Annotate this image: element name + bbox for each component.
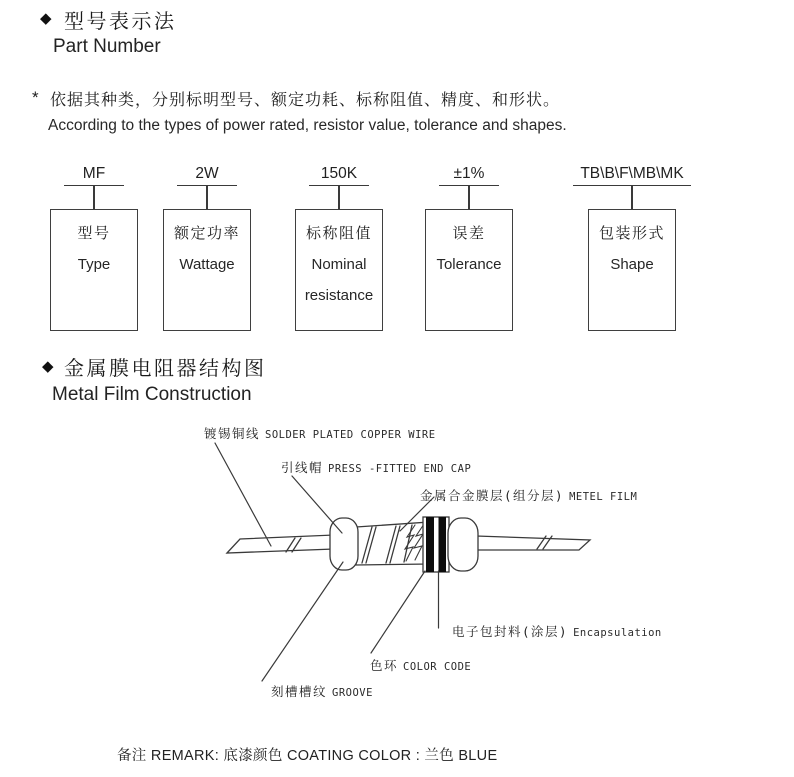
right-end-cap (448, 518, 478, 571)
callout-zh: 刻槽槽纹 (271, 684, 328, 699)
code-label: ±1% (439, 163, 499, 186)
color-band-black-1 (426, 517, 434, 572)
leader-solder-wire (215, 443, 271, 546)
left-end-cap (330, 518, 358, 570)
callout-metal-film (420, 486, 637, 505)
leader-end-cap (292, 476, 342, 533)
callout-zh: 镀锡铜线 (204, 426, 261, 441)
note-text-zh: 依据其种类，分别标明型号、额定功耗、标称阻值、精度、和形状。 (50, 92, 561, 109)
box-line-zh: 标称阻值 (305, 225, 372, 242)
box-line-zh: 包装形式 (598, 225, 665, 242)
callout-en: GROOVE (332, 687, 373, 699)
callout-groove (271, 682, 373, 701)
section2-title-zh: 金属膜电阻器结构图 (64, 358, 267, 380)
callout-en: COLOR CODE (403, 661, 472, 673)
box-line-en: Tolerance (436, 256, 502, 273)
box-line-en: Type (77, 256, 111, 273)
box-line-extra: resistance (304, 287, 374, 304)
box-line-en: Wattage (179, 256, 235, 273)
right-lead-wire (476, 536, 590, 550)
box-line-en: Shape (610, 256, 654, 273)
callout-en: Encapsulation (573, 627, 662, 639)
code-label: 2W (177, 163, 237, 186)
callout-zh: 色环 (370, 658, 399, 673)
callout-zh: 引线帽 (281, 460, 324, 475)
code-label: 150K (309, 163, 369, 186)
section1-title-en: Part Number (53, 36, 161, 57)
leader-groove (262, 562, 343, 681)
callout-solder-wire (204, 424, 436, 443)
code-label: TB\B\F\MB\MK (573, 163, 690, 186)
callout-en: PRESS -FITTED END CAP (328, 463, 472, 475)
diamond-bullet-icon: ◆ (42, 358, 54, 375)
leader-color-code (371, 571, 425, 653)
callout-en: SOLDER PLATED COPPER WIRE (265, 429, 436, 441)
color-band-black-2 (439, 517, 447, 572)
callout-end-cap (281, 458, 471, 477)
section1-title-zh: 型号表示法 (64, 11, 177, 33)
callout-zh: 电子包封料(涂层) (452, 624, 569, 639)
coating-color-remark: 备注 REMARK: 底漆颜色 COATING COLOR : 兰色 BLUE (117, 748, 498, 764)
left-lead-wire (227, 535, 334, 553)
callout-color-code (370, 656, 471, 675)
box-line-zh: 型号 (77, 225, 111, 242)
section2-title-en: Metal Film Construction (52, 384, 252, 405)
box-line-zh: 误差 (452, 225, 486, 242)
callout-encapsulation (452, 622, 662, 641)
note-text-en: According to the types of power rated, resistor value, tolerance and shapes. (48, 117, 567, 134)
box-line-zh: 额定功率 (173, 225, 240, 242)
diamond-bullet-icon: ◆ (40, 10, 52, 27)
callout-zh: 金属合金膜层(组分层) (420, 488, 565, 503)
note-marker: * (32, 88, 39, 107)
code-label: MF (64, 163, 124, 186)
callout-en: METEL FILM (569, 491, 638, 503)
box-line-en: Nominal (311, 256, 367, 273)
